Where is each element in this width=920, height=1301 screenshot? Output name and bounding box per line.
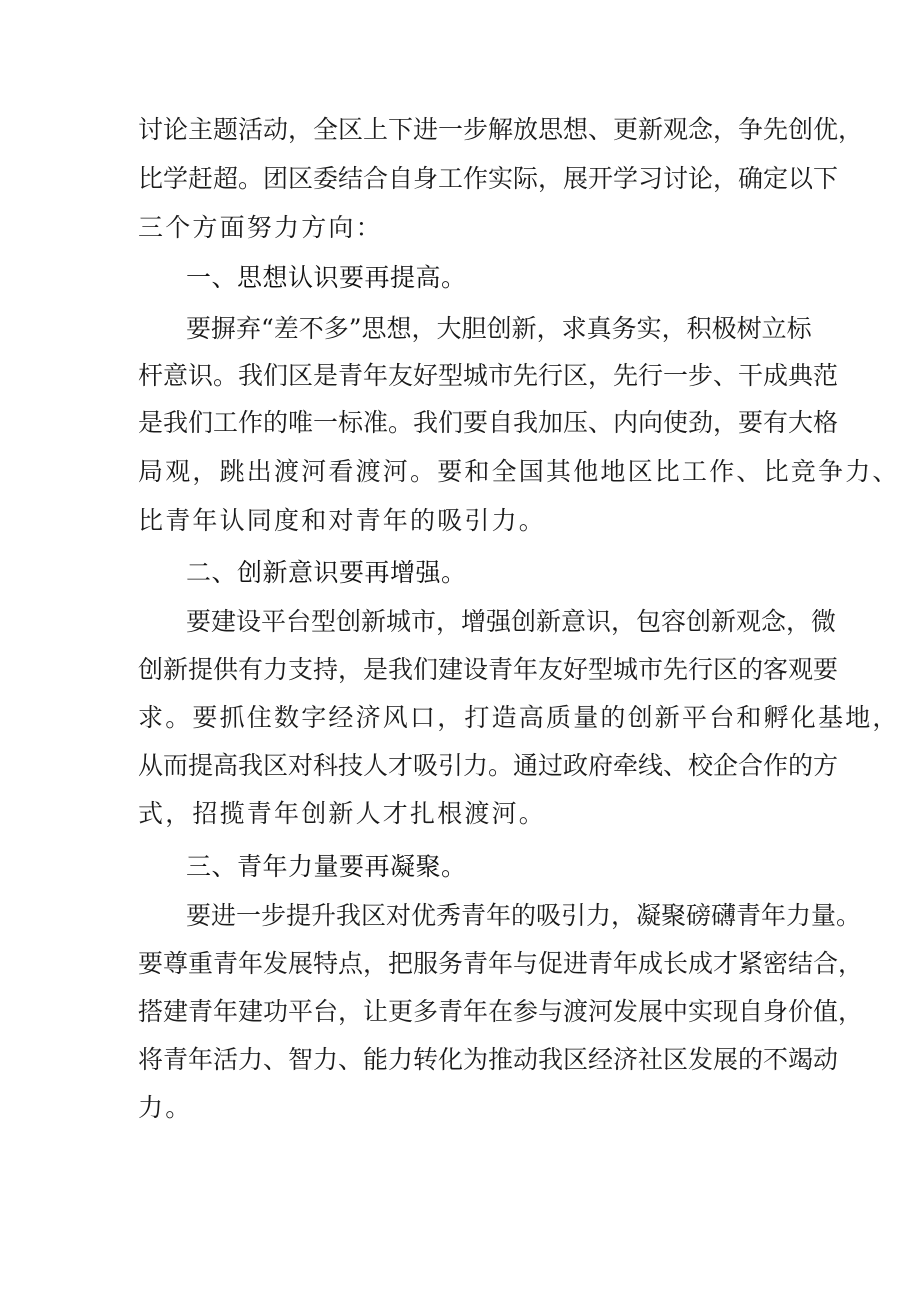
section-heading: 二、创新意识要再增强。 — [186, 558, 467, 587]
paragraph-line: 要摒弃“差不多”思想，大胆创新，求真务实，积极树立标 — [186, 314, 812, 343]
section-heading: 一、思想认识要再提高。 — [186, 263, 467, 292]
intro-line: 比学赶超。团区委结合自身工作实际，展开学习讨论，确定以下 — [138, 164, 839, 193]
intro-line: 三个方面努力方向： — [138, 213, 383, 242]
paragraph-line: 搭建青年建功平台，让更多青年在参与渡河发展中实现自身价值， — [138, 997, 864, 1026]
paragraph-line: 是我们工作的唯一标准。我们要自我加压、内向使劲，要有大格 — [138, 408, 839, 437]
paragraph-line: 创新提供有力支持，是我们建设青年友好型城市先行区的客观要 — [138, 655, 839, 684]
paragraph-line: 力。 — [138, 1093, 193, 1122]
paragraph-line: 将青年活力、智力、能力转化为推动我区经济社区发展的不竭动 — [138, 1045, 839, 1074]
paragraph-line: 比青年认同度和对青年的吸引力。 — [138, 506, 547, 535]
paragraph-line: 杆意识。我们区是青年友好型城市先行区，先行一步、干成典范 — [138, 361, 839, 390]
paragraph-line: 从而提高我区对科技人才吸引力。通过政府牵线、校企合作的方 — [138, 751, 839, 780]
paragraph-line: 局观，跳出渡河看渡河。要和全国其他地区比工作、比竞争力、 — [138, 457, 900, 486]
paragraph-line: 要进一步提升我区对优秀青年的吸引力，凝聚磅礴青年力量。 — [186, 901, 862, 930]
paragraph-line: 要尊重青年发展特点，把服务青年与促进青年成长成才紧密结合， — [138, 949, 864, 978]
paragraph-line: 式，招揽青年创新人才扎根渡河。 — [138, 799, 547, 828]
intro-line: 讨论主题活动，全区上下进一步解放思想、更新观念，争先创优， — [138, 115, 864, 144]
paragraph-line: 要建设平台型创新城市，增强创新意识，包容创新观念，微 — [186, 607, 837, 636]
paragraph-line: 求。要抓住数字经济风口，打造高质量的创新平台和孵化基地， — [138, 703, 900, 732]
section-heading: 三、青年力量要再凝聚。 — [186, 852, 467, 881]
